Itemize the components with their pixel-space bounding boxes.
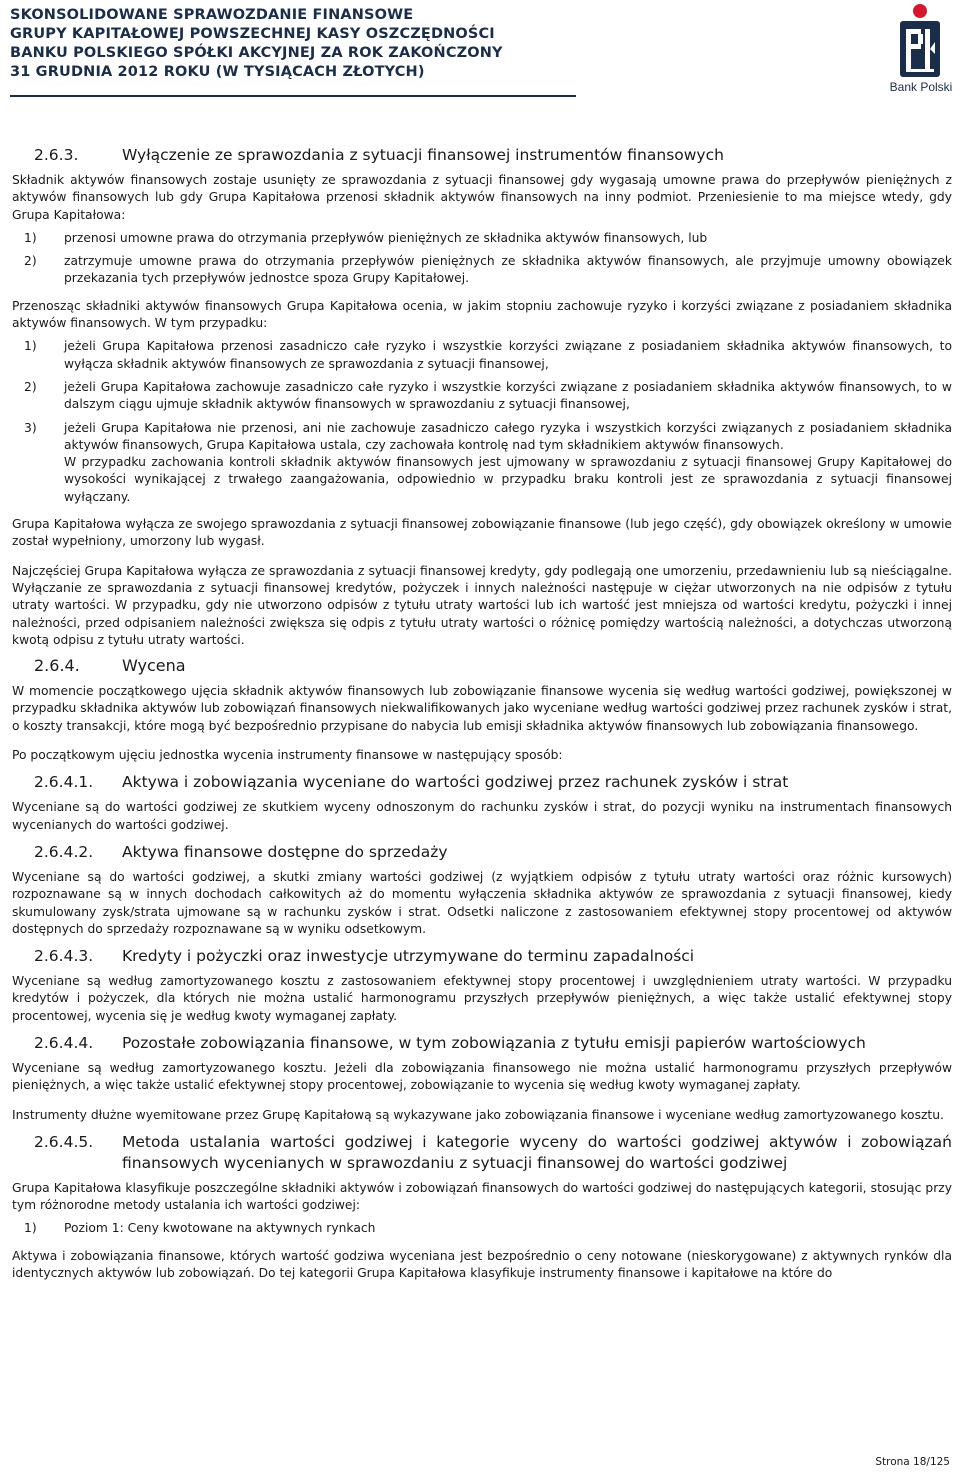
header-divider <box>10 95 576 97</box>
section-heading-2-6-4-4 <box>12 1033 952 1054</box>
section-title: Aktywa finansowe dostępne do sprzedaży <box>122 842 448 861</box>
list-number: 3) <box>24 420 37 435</box>
section-number: 2.6.4.2. <box>34 842 94 861</box>
numbered-list <box>12 230 952 288</box>
list-item <box>12 1220 952 1237</box>
section-title: Aktywa i zobowiązania wyceniane do wartości godziwej przez rachunek zysków i strat <box>122 773 789 792</box>
paragraph: Przenosząc składniki aktywów finansowych Grupa Kapitałowa ocenia, w jakim stopniu zachowuje ryzyko i korzyści związane z posiadaniem składnika aktywów finansowych. W tym przypadku: <box>12 298 952 331</box>
section-number: 2.6.4.5. <box>34 1132 94 1151</box>
paragraph-part: Składnik aktywów finansowych zostaje usunięty ze sprawozdania z sytuacji finansowej gdy wygasają umowne prawa do przepływów pieniężnych z aktywów finansowych lub gdy Grupa Kapitałowa przenosi składnik aktywów finansowych na inny podmiot. <box>12 173 952 205</box>
section-title: Wycena <box>122 656 186 676</box>
list-text: jeżeli Grupa Kapitałowa zachowuje zasadniczo całe ryzyko i wszystkie korzyści związane z posiadaniem składnika aktywów finansowych, to w dalszym ciągu ujmuje składnik aktywów finansowych w sprawozdaniu z sytuacji finansowej, <box>64 379 952 412</box>
section-number: 2.6.4. <box>34 656 80 676</box>
numbered-list <box>12 1220 952 1237</box>
list-number: 1) <box>24 339 37 354</box>
list-item <box>12 379 952 414</box>
paragraph: Wyceniane są według zamortyzowanego kosztu z zastosowaniem efektywnej stopy procentowej i uwzględnieniem utraty wartości. W przypadku kredytów i pożyczek, dla których nie można ustalić harmonogramu przyszłych przepływów pieniężnych, a więc także ustalić efektywnej stopy procentowej, wycenia się je według kwoty wymaganej zapłaty. <box>12 974 952 1023</box>
header-line-2: GRUPY KAPITAŁOWEJ POWSZECHNEJ KASY OSZCZĘDNOŚCI <box>10 26 495 42</box>
header-line-1: SKONSOLIDOWANE SPRAWOZDANIE FINANSOWE <box>10 7 414 23</box>
list-item <box>12 230 952 247</box>
paragraph: Grupa Kapitałowa wyłącza ze swojego sprawozdania z sytuacji finansowej zobowiązanie finansowe (lub jego część), gdy obowiązek określony w umowie został wypełniony, umorzony lub wygasł. <box>12 517 952 549</box>
paragraph: Aktywa i zobowiązania finansowe, których wartość godziwa wyceniana jest bezpośrednio o ceny notowane (nieskorygowane) z aktywnych rynków dla identycznych aktywów lub zobowiązań. Do tej kategorii Grupa Kapitałowa klasyfikuje instrumenty finansowe i kapitałowe na które do <box>12 1248 952 1281</box>
section-number: 2.6.4.3. <box>34 947 94 966</box>
pko-logo-icon <box>895 2 945 78</box>
list-number: 2) <box>24 254 37 269</box>
section-heading-2-6-3 <box>12 144 952 166</box>
section-title: Kredyty i pożyczki oraz inwestycje utrzymywane do terminu zapadalności <box>122 947 695 966</box>
paragraph: Grupa Kapitałowa klasyfikuje poszczególne składniki aktywów i zobowiązań finansowych do wartości godziwej do następujących kategorii, stosując przy tym różnorodne metody ustalania ich wartości godziwej: <box>12 1180 952 1213</box>
list-text-part: jeżeli Grupa Kapitałowa nie przenosi, ani nie zachowuje zasadniczo całego ryzyka i wszystkich korzyści związanych z posiadaniem składnika aktywów finansowych, Grupa Kapitałowa ustala, czy zachowała kontrolę nad tym składnikiem aktywów finansowych. <box>64 420 952 452</box>
list-text: jeżeli Grupa Kapitałowa przenosi zasadniczo całe ryzyko i wszystkie korzyści związane z posiadaniem składnika aktywów finansowych, to wyłącza składnik aktywów finansowych ze sprawozdania z sytuacji finansowej, <box>64 339 952 371</box>
list-number: 2) <box>24 379 37 394</box>
list-number: 1) <box>24 230 37 245</box>
paragraph: Instrumenty dłużne wyemitowane przez Grupę Kapitałową są wykazywane jako zobowiązania finansowe i wyceniane według zamortyzowanego kosztu. <box>12 1107 944 1122</box>
paragraph: Wyceniane są do wartości godziwej ze skutkiem wyceny odnoszonym do rachunku zysków i strat, do pozycji wyniku na instrumentach finansowych wycenianych do wartości godziwej. <box>12 800 952 832</box>
section-heading-2-6-4 <box>12 655 952 677</box>
paragraph: W momencie początkowego ujęcia składnik aktywów finansowych lub zobowiązanie finansowe wycenia się według wartości godziwej, powiększonej w przypadku składnika aktywów lub zobowiązań finansowych niekwalifikowanych jako wyceniane według wartości godziwej przez rachunek zysków i strat, o koszty transakcji, które mogą być bezpośrednio przypisane do nabycia lub emisji składnika aktywów finansowych lub zobowiązania finansowego. <box>12 684 952 733</box>
paragraph: Po początkowym ujęciu jednostka wycenia instrumenty finansowe w następujący sposób: <box>12 748 563 763</box>
pko-bank-polski-logo <box>885 2 955 98</box>
page-number: Strona 18/125 <box>875 1456 950 1468</box>
section-number: 2.6.4.1. <box>34 773 94 792</box>
section-heading-2-6-4-3 <box>12 946 952 967</box>
section-title: Metoda ustalania wartości godziwej i kategorie wyceny do wartości godziwej aktywów i zobowiązań finansowych wycenianych w sprawozdaniu z sytuacji finansowej do wartości godziwej <box>122 1132 952 1172</box>
header-line-4: 31 GRUDNIA 2012 ROKU (W TYSIĄCACH ZŁOTYCH) <box>10 64 425 80</box>
section-heading-2-6-4-2 <box>12 842 952 863</box>
list-item <box>12 338 952 373</box>
list-text-extra: W przypadku zachowania kontroli składnik aktywów finansowych jest ujmowany w sprawozdaniu z sytuacji finansowej Grupy Kapitałowej do wysokości wynikającej z trwałego zaangażowania, odpowiednio w przypadku braku kontroli jest ze sprawozdania z sytuacji finansowej wyłączany. <box>64 455 952 504</box>
list-item <box>12 253 952 288</box>
list-text <box>64 420 952 506</box>
numbered-list <box>12 338 952 506</box>
paragraph-part: Przeniesienie to ma miejsce wtedy, gdy Grupa Kapitałowa: <box>12 190 952 222</box>
paragraph: Najczęściej Grupa Kapitałowa wyłącza ze sprawozdania z sytuacji finansowej kredyty, gdy podlegają one umorzeniu, przedawnieniu lub są nieściągalne. Wyłączanie ze sprawozdania z sytuacji finansowej kredytów, pożyczek i innych należności następuje w ciężar utworzonych na nie odpisów z tytułu utraty wartości. W przypadku, gdy nie utworzono odpisów z tytułu utraty wartości lub ich wartość jest mniejsza od wartości kredytu, pożyczki i innej należności, przed odpisaniem należności zwiększa się odpis z tytułu utraty wartości o różnicę pomiędzy wartością należności, a dotychczas utworzoną kwotą odpisu z tytułu utraty wartości. <box>12 563 952 647</box>
section-number: 2.6.4.4. <box>34 1033 94 1052</box>
document-content <box>12 138 952 1288</box>
list-number: 1) <box>24 1221 37 1236</box>
paragraph <box>12 172 952 224</box>
section-title: Wyłączenie ze sprawozdania z sytuacji finansowej instrumentów finansowych <box>122 146 724 164</box>
section-number: 2.6.3. <box>34 146 79 164</box>
paragraph: Wyceniane są według zamortyzowanego kosztu. Jeżeli dla zobowiązania finansowego nie można ustalić harmonogramu przyszłych przepływów pieniężnych, a więc także ustalić efektywnej stopy procentowej, zobowiązanie to wycenia się według kwoty wymaganej zapłaty. <box>12 1060 952 1093</box>
list-text: Poziom 1: Ceny kwotowane na aktywnych rynkach <box>64 1221 376 1236</box>
header-line-3: BANKU POLSKIEGO SPÓŁKI AKCYJNEJ ZA ROK ZAKOŃCZONY <box>10 45 503 61</box>
logo-text: Bank Polski <box>889 80 953 94</box>
section-heading-2-6-4-5 <box>12 1132 952 1174</box>
section-title: Pozostałe zobowiązania finansowe, w tym zobowiązania z tytułu emisji papierów wartościowych <box>122 1033 866 1052</box>
section-heading-2-6-4-1 <box>12 772 952 793</box>
paragraph: Wyceniane są do wartości godziwej, a skutki zmiany wartości godziwej (z wyjątkiem odpisów z tytułu utraty wartości oraz różnic kursowych) rozpoznawane są w innych dochodach całkowitych aż do momentu wyłączenia składnika aktywów ze sprawozdania z sytuacji finansowej, kiedy skumulowany zysk/strata ujmowane są w rachunku zysków i strat. Odsetki naliczone z zastosowaniem efektywnej stopy procentowej od aktywów dostępnych do sprzedaży rozpoznawane są w wyniku odsetkowym. <box>12 869 952 936</box>
list-text: przenosi umowne prawa do otrzymania przepływów pieniężnych ze składnika aktywów finansowych, lub <box>64 230 708 245</box>
list-item <box>12 420 952 506</box>
list-text: zatrzymuje umowne prawa do otrzymania przepływów pieniężnych ze składnika aktywów finansowych, ale przyjmuje umowny obowiązek przekazania tych przepływów jednostce spoza Grupy Kapitałowej. <box>64 254 952 286</box>
report-header-title <box>10 6 600 82</box>
